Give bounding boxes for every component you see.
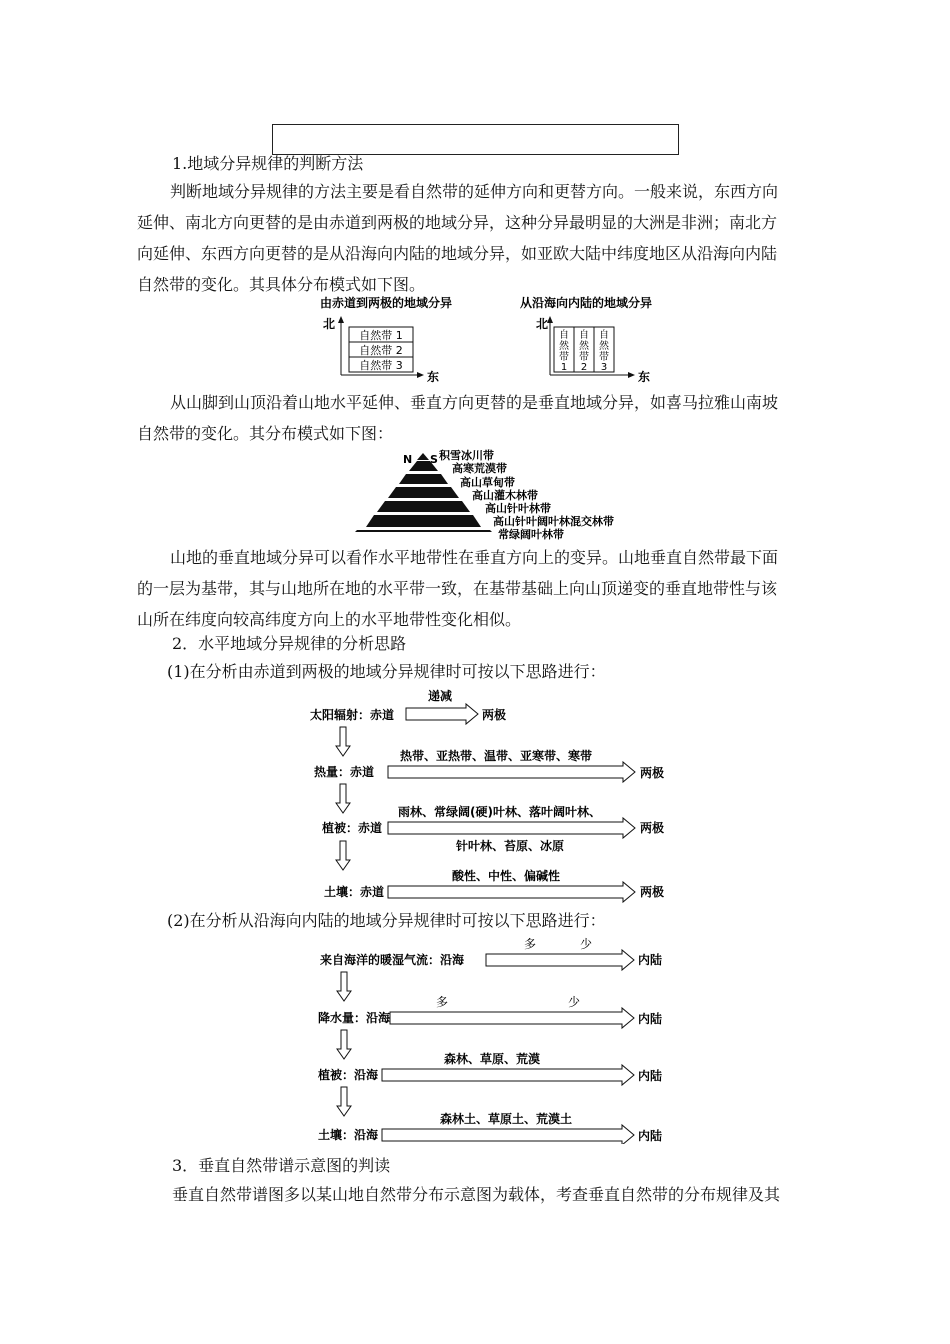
down-arrow-icon	[336, 841, 350, 870]
east-arrow-icon	[417, 372, 424, 378]
text-line: 判断地域分异规律的方法主要是看自然带的延伸方向和更替方向。一般来说，东西方向	[170, 182, 779, 201]
zone-label: 常绿阔叶林带	[498, 528, 564, 541]
section1-heading: 1.地域分异规律的判断方法	[172, 154, 364, 173]
flow-arrow-icon	[382, 1125, 634, 1144]
flow-top-right: 少	[580, 937, 593, 951]
flow-top-left: 多	[436, 995, 449, 1009]
flow-top-text: 森林土、草原土、荒漠土	[440, 1112, 573, 1126]
zone-label: 高山针叶林带	[485, 502, 551, 515]
north-label: 北	[323, 317, 336, 331]
zone-layer	[355, 530, 492, 532]
flow-row-label: 热量：赤道	[314, 765, 375, 779]
zone-layer	[399, 474, 448, 484]
band-label: 自然带 3	[359, 359, 403, 372]
flow-arrow-icon	[388, 818, 635, 838]
flow-end: 两极	[640, 766, 665, 780]
col-char: 然	[559, 341, 569, 352]
zone-label: 高山针叶阔叶林混交林带	[493, 515, 614, 528]
zone-layer	[377, 501, 470, 512]
col-char: 2	[580, 362, 588, 373]
flow-top-text: 雨林、常绿阔(硬)叶林、落叶阔叶林、	[398, 805, 601, 819]
flow-top-text: 森林、草原、荒漠	[444, 1052, 541, 1066]
down-arrow-icon	[336, 784, 350, 813]
section2-sub2: (2)在分析从沿海向内陆的地域分异规律时可按以下思路进行：	[167, 911, 606, 930]
zone-label: 高寒荒漠带	[452, 462, 507, 475]
section2-heading: 2．水平地域分异规律的分析思路	[172, 634, 407, 653]
text-line: 从山脚到山顶沿着山地水平延伸、垂直方向更替的是垂直地域分异，如喜马拉雅山南坡	[170, 393, 779, 412]
flow-end: 两极	[640, 821, 665, 835]
east-label: 东	[427, 370, 440, 384]
down-arrow-icon	[337, 1087, 351, 1116]
section3-paragraph: 垂直自然带谱图多以某山地自然带分布示意图为载体，考查垂直自然带的分布规律及其	[172, 1185, 781, 1204]
diagram-coast-to-inland	[518, 290, 673, 385]
col-char: 3	[600, 362, 608, 373]
flow-top-right: 少	[568, 995, 581, 1009]
east-label: 东	[638, 370, 651, 384]
diagram-equator-to-poles	[315, 290, 455, 385]
flow-arrow-icon	[390, 1008, 634, 1028]
col-char: 自	[599, 330, 609, 341]
col-char: 然	[599, 341, 609, 352]
flow-coast-to-inland	[310, 934, 680, 1144]
zone-label: 积雪冰川带	[439, 449, 494, 462]
flow-row-label: 植被：沿海	[318, 1068, 379, 1082]
diagram-title: 由赤道到两极的地域分异	[320, 296, 453, 310]
flow-arrow-icon	[486, 950, 634, 970]
flow-top-text: 递减	[428, 689, 453, 703]
flow-end: 内陆	[638, 1129, 663, 1143]
zone-label: 高山草甸带	[460, 476, 515, 489]
flow-top-left: 多	[524, 937, 537, 951]
flow-row-label: 来自海洋的暖湿气流：沿海	[320, 953, 465, 967]
zone-layer	[366, 515, 481, 527]
col-char: 1	[560, 362, 568, 373]
flow-arrow-icon	[388, 762, 635, 782]
text-line: 自然带的变化。其具体分布模式如下图。	[137, 275, 426, 294]
flow-row-label: 降水量：沿海	[318, 1011, 391, 1025]
flow-end: 内陆	[638, 1069, 663, 1083]
col-char: 带	[579, 352, 589, 363]
col-char: 然	[579, 341, 589, 352]
down-arrow-icon	[337, 1030, 351, 1059]
section1-paragraph2	[137, 387, 817, 449]
diagram-title: 从沿海向内陆的地域分异	[520, 296, 653, 310]
section3-heading: 3．垂直自然带谱示意图的判读	[172, 1156, 391, 1175]
south-label: S	[430, 453, 438, 466]
flow-row-label: 土壤：赤道	[324, 885, 385, 899]
mountain-vertical-zones-diagram	[350, 444, 640, 544]
section2-sub1: (1)在分析由赤道到两极的地域分异规律时可按以下思路进行：	[167, 662, 606, 681]
col-char: 带	[599, 352, 609, 363]
text-line: 延伸、南北方向更替的是由赤道到两极的地域分异，这种分异最明显的大洲是非洲；南北方	[137, 213, 778, 232]
east-arrow-icon	[628, 372, 635, 378]
flow-bottom-text: 针叶林、苔原、冰原	[456, 839, 565, 853]
flow-equator-to-poles	[300, 684, 680, 904]
col-char: 自	[559, 330, 569, 341]
section1-paragraph1	[137, 176, 817, 300]
zone-layer	[388, 487, 459, 498]
header-box	[272, 124, 679, 155]
flow-end: 内陆	[638, 953, 663, 967]
flow-row-label: 植被：赤道	[322, 821, 383, 835]
zone-label: 高山灌木林带	[472, 489, 538, 502]
north-label: N	[403, 453, 413, 466]
band-label: 自然带 2	[359, 344, 403, 357]
north-arrow-icon	[338, 316, 344, 323]
text-line: 山所在纬度向较高纬度方向上的水平地带性变化相似。	[137, 610, 522, 629]
flow-end: 两极	[640, 885, 665, 899]
flow-end: 内陆	[638, 1012, 663, 1026]
flow-arrow-icon	[388, 882, 635, 902]
band-label: 自然带 1	[359, 329, 403, 342]
text-line: 山地的垂直地域分异可以看作水平地带性在垂直方向上的变异。山地垂直自然带最下面	[170, 548, 779, 567]
section1-paragraph3	[137, 542, 817, 635]
flow-arrow-icon	[406, 704, 478, 724]
col-char: 自	[579, 330, 589, 341]
text-line: 的一层为基带，其与山地所在地的水平带一致，在基带基础上向山顶递变的垂直地带性与该	[137, 579, 778, 598]
zone-layer	[417, 453, 429, 460]
flow-row-label: 太阳辐射：赤道	[310, 708, 395, 722]
text-line: 向延伸、东西方向更替的是从沿海向内陆的地域分异，如亚欧大陆中纬度地区从沿海向内陆	[137, 244, 778, 263]
flow-top-text: 热带、亚热带、温带、亚寒带、寒带	[400, 749, 593, 763]
down-arrow-icon	[337, 972, 351, 1001]
north-label: 北	[536, 317, 549, 331]
flow-arrow-icon	[382, 1065, 634, 1085]
down-arrow-icon	[336, 727, 350, 756]
flow-end: 两极	[482, 708, 507, 722]
flow-top-text: 酸性、中性、偏碱性	[452, 869, 561, 883]
text-line: 自然带的变化。其分布模式如下图：	[137, 424, 394, 443]
flow-row-label: 土壤：沿海	[318, 1128, 379, 1142]
col-char: 带	[559, 352, 569, 363]
